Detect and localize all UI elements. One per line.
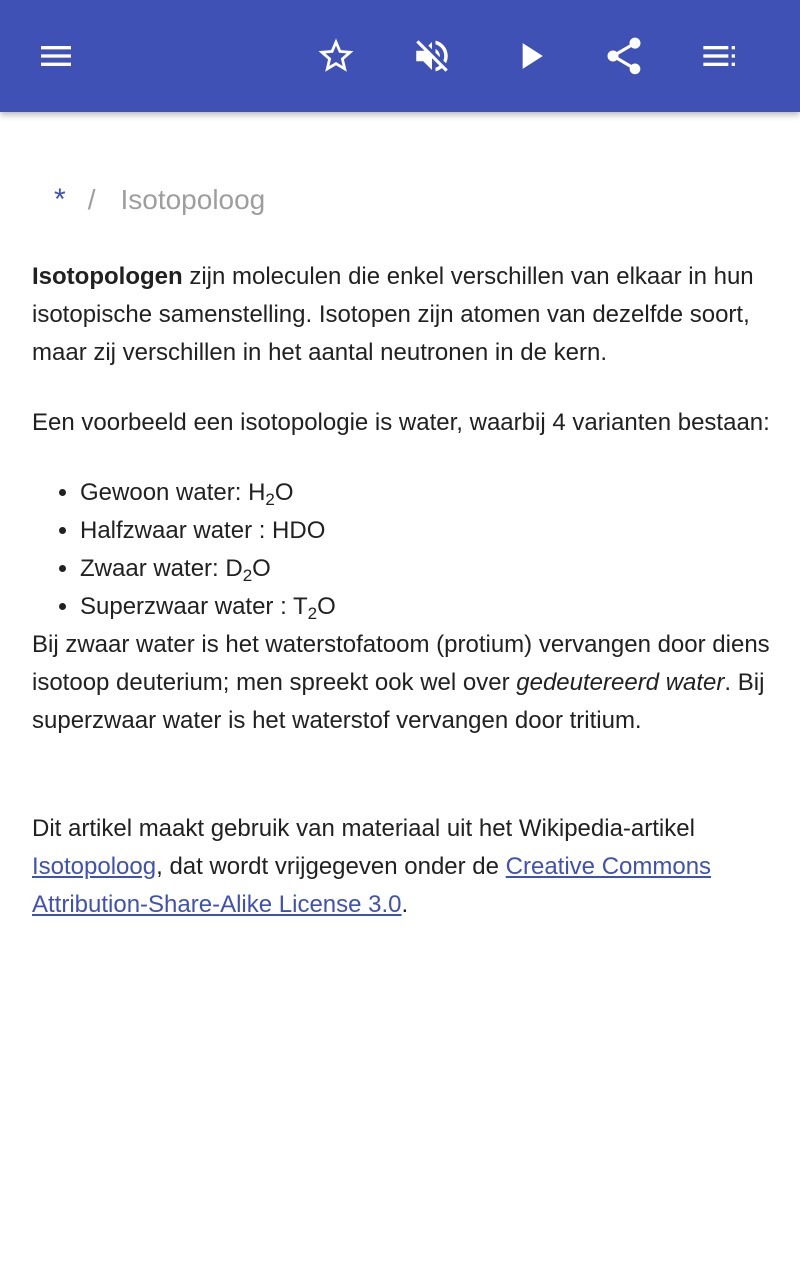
list-item: • Superzwaar water : $T_2O$ <box>80 588 772 626</box>
menu-icon <box>36 36 76 76</box>
mute-button[interactable] <box>400 24 464 88</box>
play-button[interactable] <box>498 24 562 88</box>
license-link[interactable]: Creative Commons Attribution-Share-Alike License 3.0 <box>32 853 712 918</box>
app-bar <box>0 0 800 112</box>
list-item: • Gewoon water: $H_2O$ <box>80 474 772 512</box>
breadcrumb-current: Isotopoloog <box>120 184 266 215</box>
play-icon <box>508 34 552 78</box>
list-item: • Halfzwaar water : HDO <box>80 512 772 550</box>
intro-bold-term: Isotopologen <box>32 263 183 290</box>
share-icon <box>602 34 646 78</box>
breadcrumb <box>32 180 772 220</box>
example-paragraph: Een voorbeeld een isotopologie is water, waarbij 4 varianten bestaan: <box>32 409 770 436</box>
list-item: • Zwaar water: $D_2O$ <box>80 550 772 588</box>
menu-button[interactable] <box>24 24 88 88</box>
contents-button[interactable] <box>688 24 752 88</box>
article-content <box>32 112 772 924</box>
attribution-paragraph: Dit artikel maakt gebruik van materiaal uit het Wikipedia-artikel Isotopoloog, dat wordt vrijgegeven onder de Creative Commons Attribution-Share-Alike License 3.0. <box>32 815 712 918</box>
intro-text: zijn moleculen die enkel verschillen van elkaar in hun isotopische samenstelling. Isotopen zijn atomen van dezelfde soort, maar zij verschillen in het aantal neutronen in de kern. <box>32 263 754 366</box>
water-variants-list <box>32 474 772 626</box>
heavy-water-paragraph: Bij zwaar water is het waterstofatoom (protium) vervangen door diens isotoop deuterium; men spreekt ook wel over gedeutereerd water. Bij superzwaar water is het waterstof vervangen door tritium. <box>32 631 770 734</box>
star-icon <box>315 35 357 77</box>
breadcrumb-home-link[interactable]: * <box>54 183 66 216</box>
favorite-button[interactable] <box>304 24 368 88</box>
intro-paragraph <box>32 258 772 372</box>
playlist-icon <box>700 36 740 76</box>
italic-term: gedeutereerd water <box>516 669 725 696</box>
share-button[interactable] <box>592 24 656 88</box>
breadcrumb-separator: / <box>87 184 96 215</box>
wikipedia-article-link[interactable]: Isotopoloog <box>32 853 157 880</box>
volume-off-icon <box>411 35 453 77</box>
